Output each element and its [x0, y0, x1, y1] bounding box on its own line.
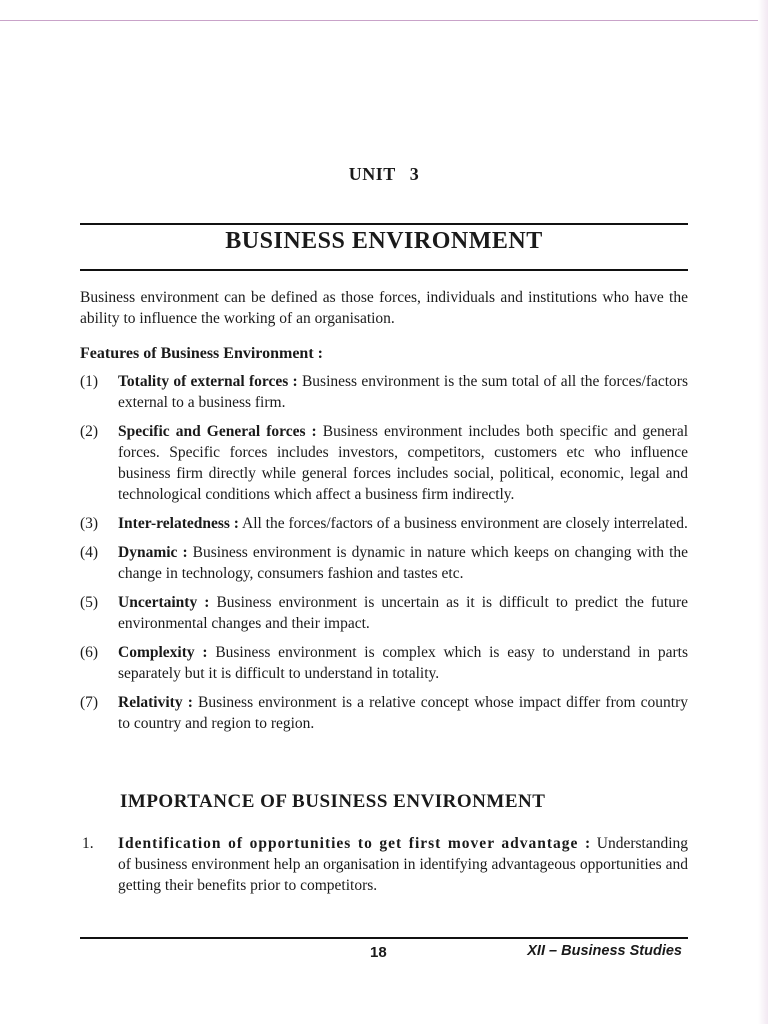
feature-number: (2) — [80, 423, 99, 440]
features-list — [80, 371, 688, 742]
title-rule-top — [80, 223, 688, 225]
intro-paragraph: Business environment can be defined as those forces, individuals and institutions who have the ability to influence the working of an organisation. — [80, 289, 688, 327]
importance-number: 1. — [82, 835, 94, 852]
feature-number: (4) — [80, 544, 99, 561]
importance-item — [80, 833, 688, 896]
feature-text: Business environment includes both specific and general forces. Specific forces includes investors, competitors, customers etc who influence business firm directly while general forces includes social, political, economic, legal and technological conditions which affect a business firm indirectly. — [118, 423, 689, 503]
feature-number: (5) — [80, 594, 99, 611]
feature-item — [80, 421, 688, 505]
feature-title: Relativity : — [118, 694, 193, 711]
feature-item — [80, 542, 688, 584]
feature-title: Inter-relatedness : — [118, 515, 239, 532]
feature-title: Complexity : — [118, 644, 208, 661]
importance-text: Understanding of business environment help an organisation in identifying advantageous opportunities and getting their benefits prior to competitors. — [118, 835, 689, 894]
feature-number: (3) — [80, 515, 99, 532]
page-number: 18 — [370, 944, 387, 961]
feature-title: Specific and General forces : — [118, 423, 317, 440]
importance-list — [80, 833, 688, 896]
importance-heading: IMPORTANCE OF BUSINESS ENVIRONMENT — [120, 791, 546, 812]
feature-text: All the forces/factors of a business environment are closely interrelated. — [242, 515, 688, 532]
feature-item — [80, 513, 688, 534]
feature-title: Dynamic : — [118, 544, 188, 561]
feature-item — [80, 371, 688, 413]
feature-item — [80, 692, 688, 734]
feature-text: Business environment is uncertain as it is difficult to predict the future environmental changes and their impact. — [118, 594, 688, 632]
feature-text: Business environment is a relative concept whose impact differ from country to country and region to region. — [118, 694, 689, 732]
feature-title: Uncertainty : — [118, 594, 210, 611]
feature-text: Business environment is complex which is easy to understand in parts separately but it is difficult to understand in totality. — [118, 644, 689, 682]
feature-item — [80, 642, 688, 684]
feature-number: (6) — [80, 644, 99, 661]
feature-number: (1) — [80, 373, 99, 390]
feature-title: Totality of external forces : — [118, 373, 298, 390]
feature-text: Business environment is dynamic in nature which keeps on changing with the change in technology, consumers fashion and tastes etc. — [118, 544, 689, 582]
feature-number: (7) — [80, 694, 99, 711]
chapter-title: BUSINESS ENVIRONMENT — [225, 228, 543, 254]
title-rule-bottom — [80, 269, 688, 271]
features-heading: Features of Business Environment : — [80, 345, 323, 362]
importance-title: Identification of opportunities to get first mover advantage : — [118, 835, 592, 852]
feature-text: Business environment is the sum total of all the forces/factors external to a business firm. — [118, 373, 688, 411]
top-border-line — [0, 20, 768, 21]
unit-heading — [80, 164, 688, 185]
page-edge-shadow — [758, 0, 768, 1024]
feature-item — [80, 592, 688, 634]
footer-rule — [80, 937, 688, 939]
unit-number: 3 — [409, 164, 420, 184]
unit-label: UNIT — [348, 164, 396, 184]
book-title: XII – Business Studies — [527, 943, 682, 959]
